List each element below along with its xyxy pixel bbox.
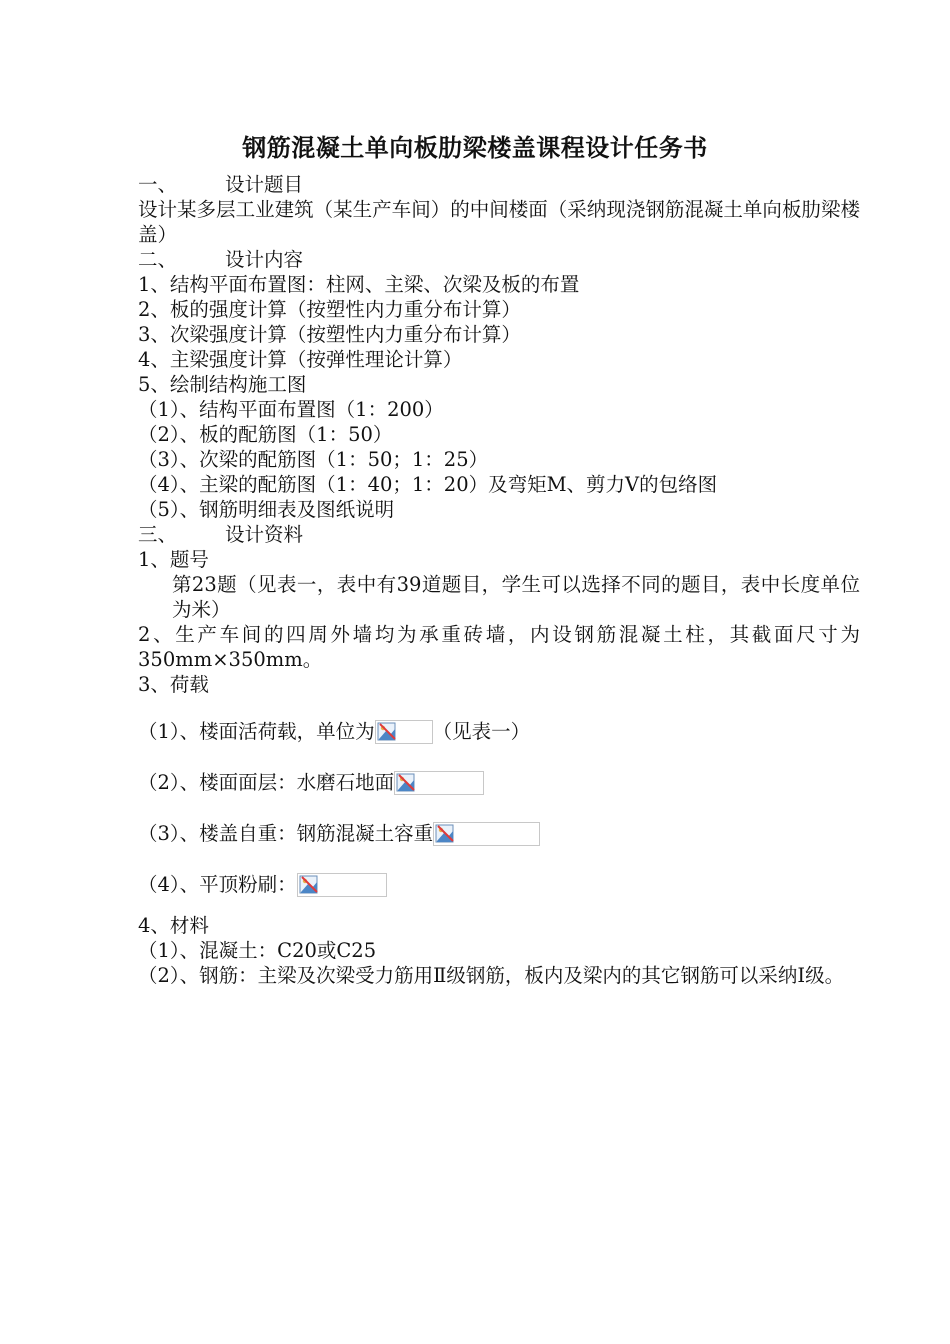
broken-image-icon [394,771,484,795]
content-item: 5、绘制结构施工图 [138,373,307,396]
content-item: 4、主梁强度计算（按弹性理论计算） [138,348,463,371]
material-item: （1）、混凝土：C20或C25 [138,939,377,962]
load-suffix: （见表一） [432,720,531,743]
section-number: 三、 [138,523,178,546]
problem-number-text: 第23题（见表一，表中有39道题目，学生可以选择不同的题目，表中长度单位为米） [172,573,860,621]
section-number: 一、 [138,173,178,196]
load-text: （1）、楼面活荷载，单位为 [138,720,375,743]
drawing-subitem: （2）、板的配筋图（1：50） [138,423,393,446]
content-item: 3、次梁强度计算（按塑性内力重分布计算） [138,323,521,346]
broken-image-icon [375,720,433,744]
load-item-selfweight [138,821,860,846]
broken-image-icon [433,822,540,846]
load-text: （4）、平顶粉刷： [138,873,297,896]
section-heading-3 [138,522,860,547]
material-item: （2）、钢筋：主梁及次梁受力筋用Ⅱ级钢筋，板内及梁内的其它钢筋可以采纳Ⅰ级。 [138,964,845,987]
load-text: （2）、楼面面层：水磨石地面 [138,771,395,794]
materials-label: 4、材料 [138,914,209,937]
design-topic-text: 设计某多层工业建筑（某生产车间）的中间楼面（采纳现浇钢筋混凝土单向板肋梁楼盖） [138,198,860,246]
load-item-plaster [138,872,860,897]
wall-column-text: 2、生产车间的四周外墙均为承重砖墙，内设钢筋混凝土柱，其截面尺寸为350mm×350mm。 [138,623,860,671]
problem-number-label: 1、题号 [138,548,209,571]
load-item-surface [138,770,860,795]
content-item: 2、板的强度计算（按塑性内力重分布计算） [138,298,521,321]
section-title: 设计题目 [225,173,304,196]
section-heading-2 [138,247,860,272]
section-title: 设计内容 [225,248,304,271]
section-title: 设计资料 [225,523,304,546]
drawing-subitem: （4）、主梁的配筋图（1：40；1：20）及弯矩M、剪力V的包络图 [138,473,718,496]
drawing-subitem: （5）、钢筋明细表及图纸说明 [138,498,395,521]
document-body [138,172,860,988]
load-text: （3）、楼盖自重：钢筋混凝土容重 [138,822,434,845]
section-heading-1 [138,172,860,197]
load-item-live [138,719,860,744]
drawing-subitem: （1）、结构平面布置图（1：200） [138,398,444,421]
document-title: 钢筋混凝土单向板肋梁楼盖课程设计任务书 [242,133,708,162]
content-item: 1、结构平面布置图：柱网、主梁、次梁及板的布置 [138,273,580,296]
broken-image-icon [297,873,387,897]
section-number: 二、 [138,248,178,271]
loads-label: 3、荷载 [138,673,209,696]
drawing-subitem: （3）、次梁的配筋图（1：50；1：25） [138,448,489,471]
